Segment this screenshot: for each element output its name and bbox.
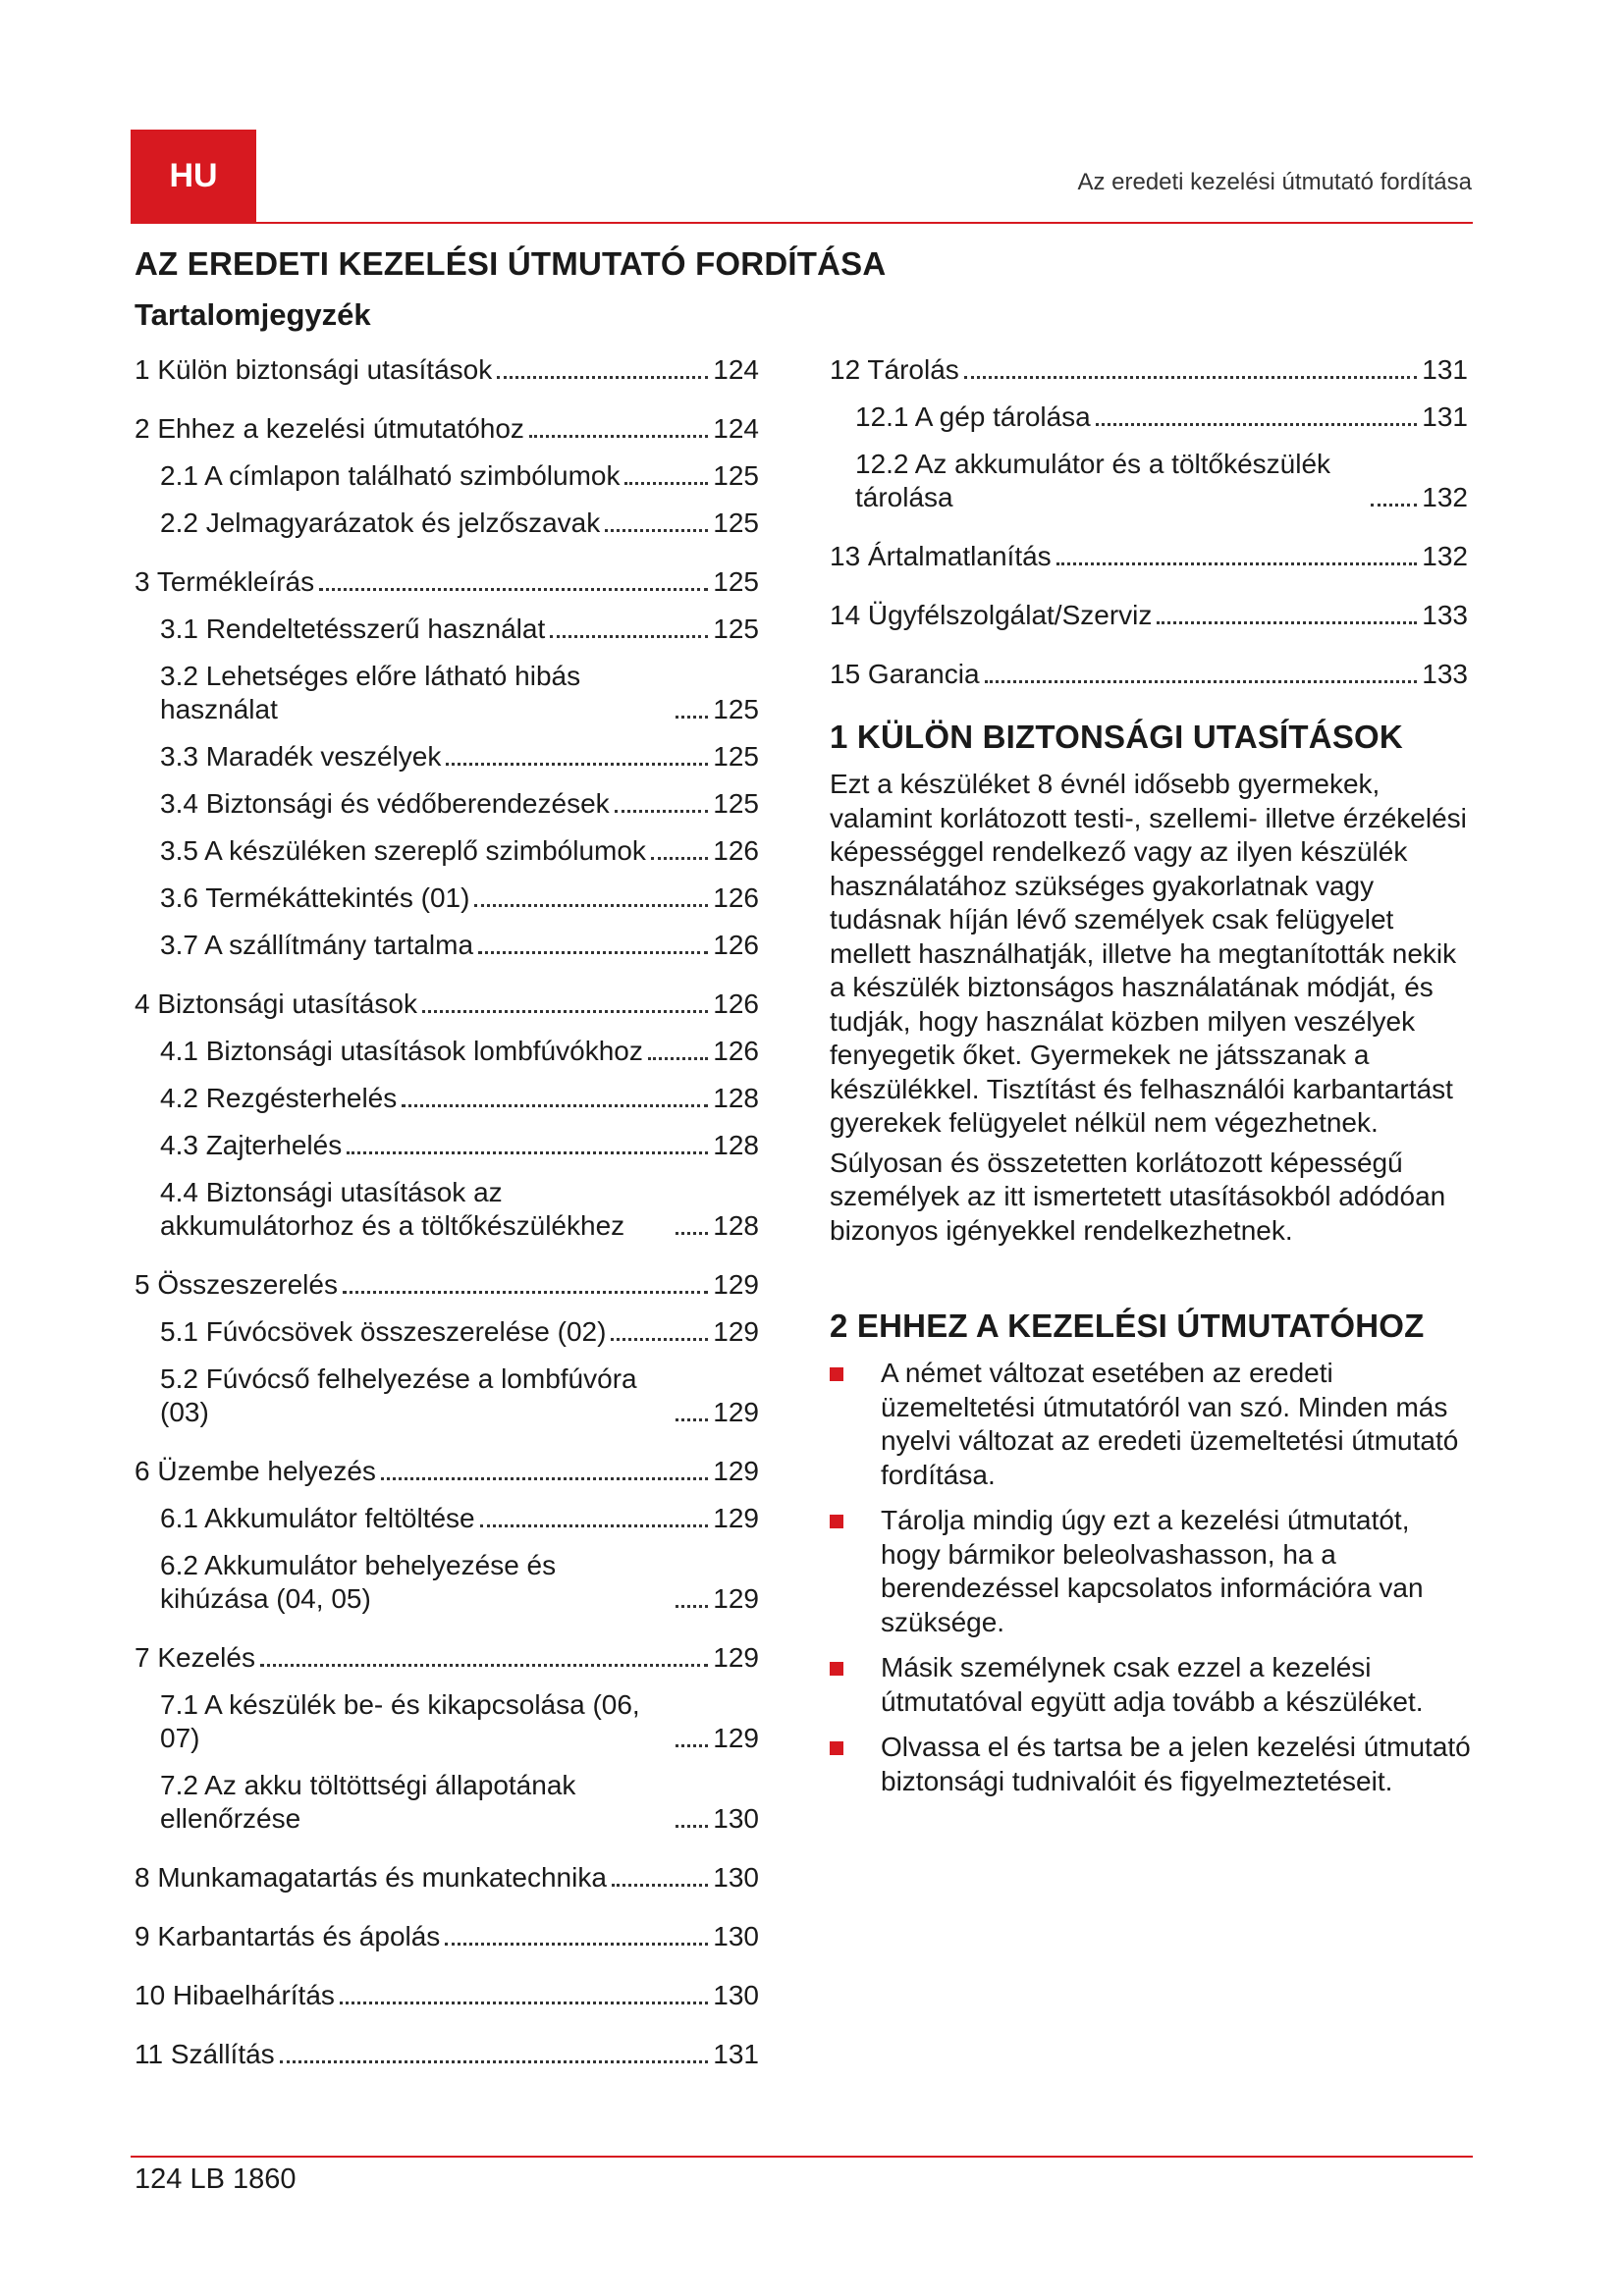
toc-entry[interactable]: 6 Üzembe helyezés 129 <box>135 1456 759 1486</box>
section-2-heading: 2 EHHEZ A KEZELÉSI ÚTMUTATÓHOZ <box>830 1308 1425 1344</box>
bullet-item: Másik személynek csak ezzel a kezelési útmutatóval együtt adja tovább a készüléket. <box>830 1651 1473 1719</box>
toc-entry[interactable]: 3.3 Maradék veszélyek 125 <box>160 741 759 772</box>
toc-entry[interactable]: 12.1 A gép tárolása 131 <box>855 401 1468 432</box>
toc-entry[interactable]: 3.5 A készüléken szereplő szimbólumok 126 <box>160 835 759 866</box>
toc-entry[interactable]: 13 Ártalmatlanítás 132 <box>830 541 1468 571</box>
toc-entry[interactable]: 6.1 Akkumulátor feltöltése 129 <box>160 1503 759 1533</box>
document-title: AZ EREDETI KEZELÉSI ÚTMUTATÓ FORDÍTÁSA <box>135 245 887 282</box>
toc-entry[interactable]: 1 Külön biztonsági utasítások 124 <box>135 354 759 385</box>
square-bullet-icon <box>830 1741 843 1755</box>
footer-divider <box>131 2156 1473 2158</box>
toc-entry[interactable]: 11 Szállítás 131 <box>135 2039 759 2069</box>
toc-entry[interactable]: 8 Munkamagatartás és munkatechnika 130 <box>135 1862 759 1893</box>
toc-right-column <box>830 353 1468 691</box>
language-badge: HU <box>131 130 256 223</box>
section-2-bullet-list <box>830 1357 1473 1810</box>
toc-entry[interactable]: 10 Hibaelhárítás 130 <box>135 1980 759 2010</box>
bullet-item: Olvassa el és tartsa be a jelen kezelési útmutató biztonsági tudnivalóit és figyelmeztetéseit. <box>830 1731 1473 1798</box>
toc-entry[interactable]: 9 Karbantartás és ápolás 130 <box>135 1921 759 1951</box>
square-bullet-icon <box>830 1662 843 1676</box>
section-1-heading: 1 KÜLÖN BIZTONSÁGI UTASÍTÁSOK <box>830 719 1403 755</box>
toc-entry[interactable]: 3.1 Rendeltetésszerű használat 125 <box>160 614 759 644</box>
toc-entry[interactable]: 2.2 Jelmagyarázatok és jelzőszavak 125 <box>160 507 759 538</box>
section-1-paragraph: Súlyosan és összetetten korlátozott képességű személyek az itt ismertetett utasításokból adódóan bizonyos igényekkel rendelkezhetnek. <box>830 1147 1446 1246</box>
toc-entry[interactable]: 14 Ügyfélszolgálat/Szerviz 133 <box>830 600 1468 630</box>
bullet-item: A német változat esetében az eredeti üzemeltetési útmutatóról van szó. Minden más nyelvi változat az eredeti üzemeltetési útmutató fordítása. <box>830 1357 1473 1492</box>
toc-left-column <box>135 353 759 2071</box>
toc-entry[interactable]: 4.3 Zajterhelés 128 <box>160 1130 759 1160</box>
header-divider <box>131 222 1473 224</box>
toc-entry[interactable]: 7.2 Az akku töltöttségi állapotának ellenőrzése 130 <box>160 1770 759 1834</box>
toc-entry[interactable]: 5.1 Fúvócsövek összeszerelése (02) 129 <box>160 1316 759 1347</box>
square-bullet-icon <box>830 1515 843 1528</box>
toc-entry[interactable]: 4.4 Biztonsági utasítások az akkumulátorhoz és a töltőkészülékhez 128 <box>160 1177 759 1241</box>
toc-entry[interactable]: 3 Termékleírás 125 <box>135 566 759 597</box>
square-bullet-icon <box>830 1367 843 1381</box>
toc-entry[interactable]: 7 Kezelés 129 <box>135 1642 759 1673</box>
toc-entry[interactable]: 3.7 A szállítmány tartalma 126 <box>160 930 759 960</box>
section-1-paragraph: Ezt a készüléket 8 évnél idősebb gyermekek, valamint korlátozott testi-, szellemi- illetve érzékelési képességgel rendelkező vagy az ilyen készülék használatához szükséges gyakorlatnak vagy tudásnak híján lévő személyek csak felügyelet mellett használhatják, illetve ha megtanították nekik a készülék biztonságos használatának módját, és tudják, hogy használat közben milyen veszélyek fenyegetik őket. Gyermekek ne játsszanak a készülékkel. Tisztítást és felhasználói karbantartást gyerekek felügyelet nélkül nem végezhetnek. <box>830 769 1467 1138</box>
toc-entry[interactable]: 5.2 Fúvócső felhelyezése a lombfúvóra (03) 129 <box>160 1363 759 1427</box>
toc-entry[interactable]: 6.2 Akkumulátor behelyezése és kihúzása (04, 05) 129 <box>160 1550 759 1614</box>
toc-entry[interactable]: 12 Tárolás 131 <box>830 354 1468 385</box>
bullet-item: Tárolja mindig úgy ezt a kezelési útmutatót, hogy bármikor beleolvashasson, ha a berendezéssel kapcsolatos információra van szüksége. <box>830 1504 1473 1639</box>
toc-entry[interactable]: 4.2 Rezgésterhelés 128 <box>160 1083 759 1113</box>
page-footer: 124 LB 1860 <box>135 2163 297 2195</box>
toc-entry[interactable]: 15 Garancia 133 <box>830 659 1468 689</box>
toc-entry[interactable]: 4.1 Biztonsági utasítások lombfúvókhoz 126 <box>160 1036 759 1066</box>
toc-entry[interactable]: 4 Biztonsági utasítások 126 <box>135 988 759 1019</box>
toc-heading: Tartalomjegyzék <box>135 297 371 332</box>
toc-entry[interactable]: 3.6 Termékáttekintés (01) 126 <box>160 882 759 913</box>
toc-entry[interactable]: 3.2 Lehetséges előre látható hibás használat 125 <box>160 661 759 724</box>
running-header: Az eredeti kezelési útmutató fordítása <box>1077 169 1472 195</box>
section-1-body <box>830 768 1468 1254</box>
toc-entry[interactable]: 5 Összeszerelés 129 <box>135 1269 759 1300</box>
toc-entry[interactable]: 7.1 A készülék be- és kikapcsolása (06, 07) 129 <box>160 1689 759 1753</box>
toc-entry[interactable]: 2 Ehhez a kezelési útmutatóhoz 124 <box>135 413 759 444</box>
toc-entry[interactable]: 2.1 A címlapon található szimbólumok 125 <box>160 460 759 491</box>
toc-entry[interactable]: 12.2 Az akkumulátor és a töltőkészülék tárolása 132 <box>855 449 1468 512</box>
toc-entry[interactable]: 3.4 Biztonsági és védőberendezések 125 <box>160 788 759 819</box>
